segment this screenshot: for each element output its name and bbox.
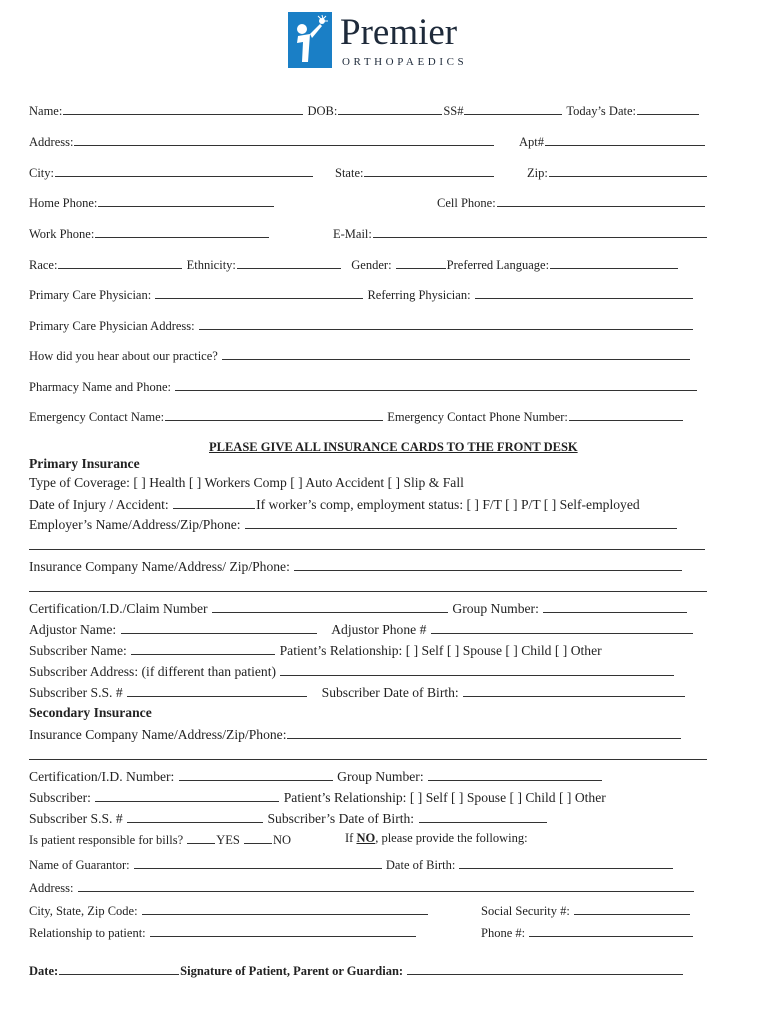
yes-label: YES [216, 833, 240, 847]
primary-company-field-line2[interactable] [29, 591, 707, 592]
secondary-relationship[interactable]: Patient’s Relationship: [ ] Self [ ] Spouse [ ] Child [ ] Other [283, 790, 606, 805]
pcp-address-label: Primary Care Physician Address: [29, 319, 195, 333]
guarantor-name-label: Name of Guarantor: [29, 858, 130, 872]
primary-subscriber-row [29, 643, 602, 658]
emergency-row [29, 409, 684, 424]
secondary-company-row [29, 727, 682, 742]
hear-row [29, 348, 691, 363]
city-field[interactable] [55, 165, 313, 177]
primary-sub-ss-label: Subscriber S.S. # [29, 685, 123, 700]
guarantor-social-label: Social Security #: [481, 904, 570, 918]
zip-row [527, 165, 708, 180]
cell-phone-label: Cell Phone: [437, 196, 496, 210]
responsible-yes-field[interactable] [187, 832, 215, 844]
responsible-no-field[interactable] [244, 832, 272, 844]
referring-field[interactable] [475, 287, 693, 299]
primary-cert-field[interactable] [212, 601, 448, 613]
primary-sub-ss-field[interactable] [127, 685, 307, 697]
cell-phone-row [437, 195, 706, 210]
name-label: Name: [29, 104, 63, 118]
emergency-phone-field[interactable] [569, 409, 683, 421]
primary-relationship[interactable]: Patient’s Relationship: [ ] Self [ ] Spouse [ ] Child [ ] Other [279, 643, 602, 658]
secondary-subscriber-field[interactable] [95, 790, 279, 802]
primary-company-label: Insurance Company Name/Address/ Zip/Phone: [29, 559, 290, 574]
state-field[interactable] [364, 165, 494, 177]
secondary-subscriber-label: Subscriber: [29, 790, 91, 805]
emergency-name-label: Emergency Contact Name: [29, 410, 165, 424]
home-phone-field[interactable] [98, 195, 274, 207]
signature-label: Signature of Patient, Parent or Guardian: [180, 964, 404, 978]
signature-row [29, 963, 684, 978]
signature-date-field[interactable] [59, 963, 179, 975]
subscriber-address-row [29, 664, 675, 679]
logo-mark [288, 12, 332, 68]
email-field[interactable] [373, 226, 707, 238]
work-phone-label: Work Phone: [29, 227, 95, 241]
secondary-cert-row [29, 769, 603, 784]
adjustor-label: Adjustor Name: [29, 622, 117, 637]
injury-date-label: Date of Injury / Accident: [29, 497, 169, 512]
cell-phone-field[interactable] [497, 195, 705, 207]
primary-subscriber-field[interactable] [131, 643, 275, 655]
secondary-company-label: Insurance Company Name/Address/Zip/Phone: [29, 727, 287, 742]
signature-date-label: Date: [29, 964, 59, 978]
secondary-sub-ss-label: Subscriber S.S. # [29, 811, 123, 826]
guarantor-relationship-row [29, 925, 417, 940]
secondary-subscriber-row [29, 790, 606, 805]
apt-label: Apt# [519, 135, 544, 149]
ethnicity-label: Ethnicity: [186, 258, 236, 272]
employer-label: Employer’s Name/Address/Zip/Phone: [29, 517, 241, 532]
responsible-label: Is patient responsible for bills? [29, 833, 184, 847]
secondary-group-label: Group Number: [337, 769, 424, 784]
dob-field[interactable] [338, 103, 442, 115]
primary-group-label: Group Number: [452, 601, 539, 616]
address-label: Address: [29, 135, 74, 149]
ss-field[interactable] [464, 103, 562, 115]
zip-label: Zip: [527, 166, 548, 180]
city-row [29, 165, 314, 180]
guarantor-social-row [481, 903, 691, 918]
secondary-sub-dob-label: Subscriber’s Date of Birth: [267, 811, 415, 826]
language-label: Preferred Language: [446, 258, 550, 272]
home-phone-label: Home Phone: [29, 196, 98, 210]
guarantor-relationship-label: Relationship to patient: [29, 926, 146, 940]
logo-brand: Premier [340, 12, 458, 53]
primary-company-field[interactable] [294, 559, 682, 571]
demographics-row [29, 257, 679, 272]
apt-field[interactable] [545, 134, 705, 146]
state-label: State: [335, 166, 364, 180]
primary-cert-row [29, 601, 688, 616]
if-no-emphasis: NO [356, 831, 376, 845]
emergency-name-field[interactable] [165, 409, 383, 421]
race-label: Race: [29, 258, 58, 272]
name-row [29, 103, 700, 118]
guarantor-city-row [29, 903, 429, 918]
responsible-row [29, 832, 291, 847]
secondary-company-field-line2[interactable] [29, 759, 707, 760]
primary-company-row [29, 559, 683, 574]
subscriber-address-label: Subscriber Address: (if different than patient) [29, 664, 277, 679]
language-field[interactable] [550, 257, 678, 269]
work-phone-row [29, 226, 270, 241]
logo-subtitle: ORTHOPAEDICS [342, 56, 468, 68]
secondary-sub-ss-field[interactable] [127, 811, 263, 823]
adjustor-phone-field[interactable] [431, 622, 693, 634]
secondary-insurance-heading: Secondary Insurance [29, 705, 152, 720]
email-label: E-Mail: [333, 227, 372, 241]
coverage-row[interactable]: Type of Coverage: [ ] Health [ ] Workers Comp [ ] Auto Accident [ ] Slip & Fall [29, 475, 464, 490]
primary-sub-dob-field[interactable] [463, 685, 685, 697]
pharmacy-label: Pharmacy Name and Phone: [29, 380, 171, 394]
no-label: NO [273, 833, 292, 847]
ss-label: SS# [443, 104, 464, 118]
guarantor-name-row [29, 857, 674, 872]
pcp-field[interactable] [155, 287, 363, 299]
adjustor-field[interactable] [121, 622, 317, 634]
subscriber-address-field[interactable] [280, 664, 674, 676]
primary-cert-label: Certification/I.D./Claim Number [29, 601, 208, 616]
pcp-address-field[interactable] [199, 318, 693, 330]
secondary-cert-field[interactable] [179, 769, 333, 781]
dob-label: DOB: [307, 104, 338, 118]
hear-field[interactable] [222, 348, 690, 360]
primary-sub-ss-row [29, 685, 686, 700]
injury-date-field[interactable] [173, 497, 255, 509]
pharmacy-row [29, 379, 698, 394]
employer-row [29, 517, 678, 532]
employment-status[interactable]: If worker’s comp, employment status: [ ] F/T [ ] P/T [ ] Self-employed [256, 497, 640, 512]
guarantor-phone-label: Phone #: [481, 926, 526, 940]
guarantor-relationship-field[interactable] [150, 925, 416, 937]
primary-sub-dob-label: Subscriber Date of Birth: [321, 685, 459, 700]
guarantor-social-field[interactable] [574, 903, 690, 915]
employer-field-line2[interactable] [29, 549, 705, 550]
if-no-row [345, 832, 528, 845]
today-field[interactable] [637, 103, 699, 115]
email-row [333, 226, 708, 241]
city-label: City: [29, 166, 55, 180]
primary-subscriber-label: Subscriber Name: [29, 643, 127, 658]
adjustor-row [29, 622, 694, 637]
employer-field[interactable] [245, 517, 677, 529]
provide-label: , please provide the following: [375, 831, 528, 845]
guarantor-city-field[interactable] [142, 903, 428, 915]
primary-insurance-heading: Primary Insurance [29, 456, 140, 471]
today-label: Today’s Date: [566, 104, 636, 118]
if-label: If [345, 831, 354, 845]
hear-label: How did you hear about our practice? [29, 349, 218, 363]
physician-row [29, 287, 694, 302]
address-row [29, 134, 495, 149]
address-field[interactable] [74, 134, 494, 146]
guarantor-dob-label: Date of Birth: [385, 858, 456, 872]
secondary-cert-label: Certification/I.D. Number: [29, 769, 175, 784]
secondary-sub-dob-field[interactable] [419, 811, 547, 823]
emergency-phone-label: Emergency Contact Phone Number: [387, 410, 568, 424]
ethnicity-field[interactable] [237, 257, 341, 269]
insurance-notice: PLEASE GIVE ALL INSURANCE CARDS TO THE FRONT DESK [209, 440, 578, 454]
home-phone-row [29, 195, 275, 210]
guarantor-dob-field[interactable] [459, 857, 673, 869]
referring-label: Referring Physician: [367, 288, 471, 302]
pharmacy-field[interactable] [175, 379, 697, 391]
apt-row [519, 134, 706, 149]
race-field[interactable] [58, 257, 182, 269]
pcp-address-row [29, 318, 694, 333]
guarantor-phone-row [481, 925, 694, 940]
guarantor-phone-field[interactable] [529, 925, 693, 937]
gender-field[interactable] [396, 257, 446, 269]
state-row [335, 165, 495, 180]
guarantor-name-field[interactable] [134, 857, 382, 869]
injury-row [29, 497, 640, 512]
pcp-label: Primary Care Physician: [29, 288, 152, 302]
guarantor-address-field[interactable] [78, 880, 694, 892]
work-phone-field[interactable] [95, 226, 269, 238]
adjustor-phone-label: Adjustor Phone # [331, 622, 427, 637]
primary-group-field[interactable] [543, 601, 687, 613]
gender-label: Gender: [351, 258, 392, 272]
guarantor-address-row [29, 880, 695, 895]
name-field[interactable] [63, 103, 303, 115]
secondary-group-field[interactable] [428, 769, 602, 781]
zip-field[interactable] [549, 165, 707, 177]
guarantor-city-label: City, State, Zip Code: [29, 904, 138, 918]
secondary-sub-ss-row [29, 811, 548, 826]
secondary-company-field[interactable] [287, 727, 681, 739]
guarantor-address-label: Address: [29, 881, 74, 895]
signature-field[interactable] [407, 963, 683, 975]
logo-figure-icon [288, 12, 332, 68]
